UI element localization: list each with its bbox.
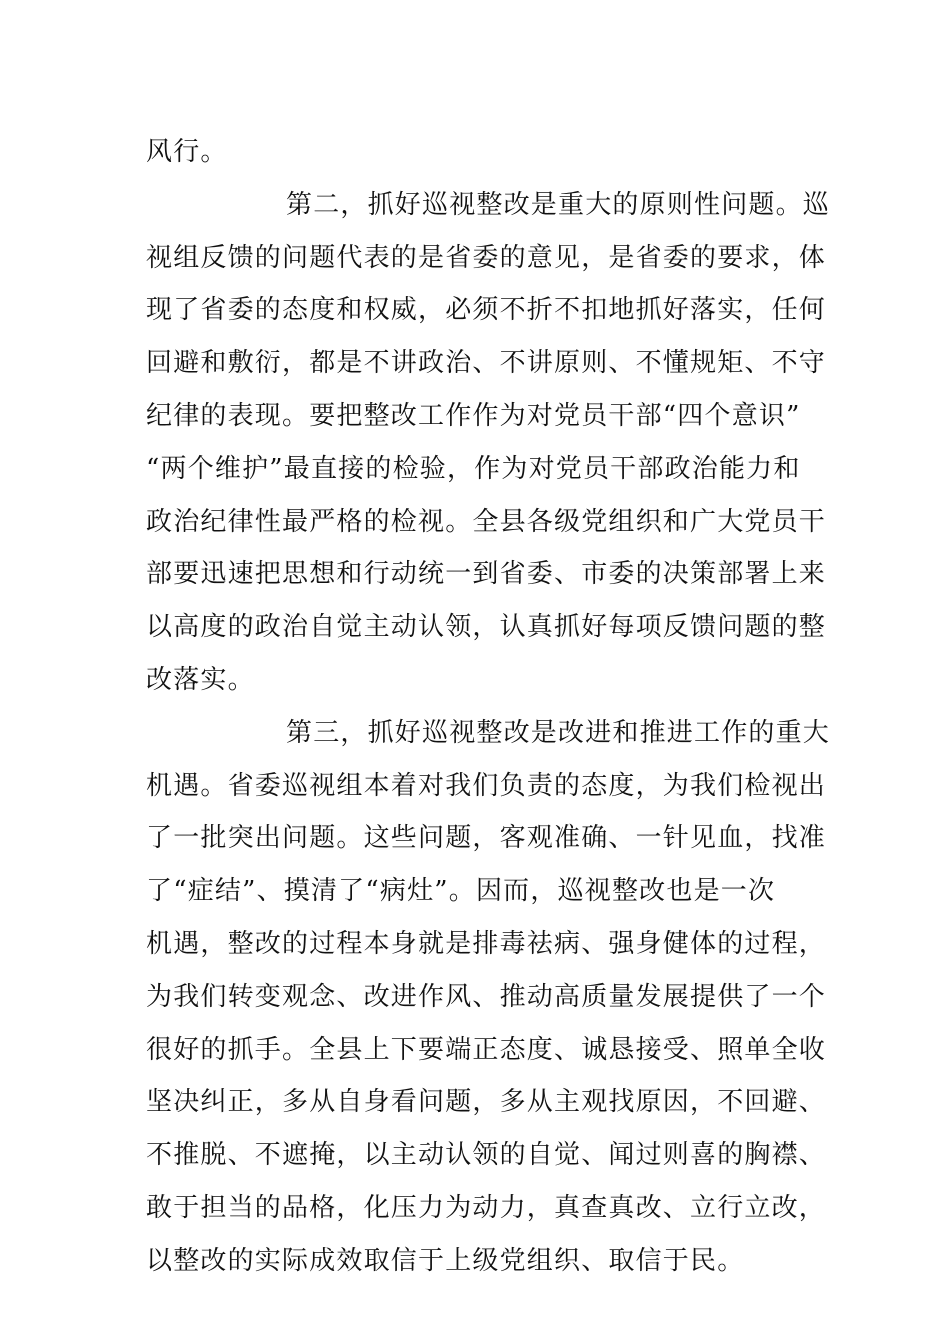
text-line: 现了省委的态度和权威，必须不折不扣地抓好落实，任何 <box>146 295 827 326</box>
text-line: 为我们转变观念、改进作风、推动高质量发展提供了一个 <box>146 981 827 1012</box>
text-line: 机遇，整改的过程本身就是排毒祛病、强身健体的过程， <box>146 928 827 959</box>
text-line: 了一批突出问题。这些问题，客观准确、一针见血，找准 <box>146 823 827 854</box>
paragraph-2-first-line: 第二，抓好巡视整改是重大的原则性问题。巡 <box>286 189 831 220</box>
text-line: 视组反馈的问题代表的是省委的意见，是省委的要求，体 <box>146 242 827 273</box>
text-line: “两个维护”最直接的检验，作为对党员干部政治能力和 <box>146 453 801 484</box>
text-line: 机遇。省委巡视组本着对我们负责的态度，为我们检视出 <box>146 770 827 801</box>
text-line: 回避和敷衍，都是不讲政治、不讲原则、不懂规矩、不守 <box>146 348 827 379</box>
text-line: 以整改的实际成效取信于上级党组织、取信于民。 <box>146 1245 745 1276</box>
text-line: 敢于担当的品格，化压力为动力，真查真改、立行立改， <box>146 1192 827 1223</box>
text-line: 改落实。 <box>146 664 255 695</box>
text-line: 了“症结”、摸清了“病灶”。因而，巡视整改也是一次 <box>146 876 776 907</box>
document-body <box>146 126 831 1288</box>
text-line: 很好的抓手。全县上下要端正态度、诚恳接受、照单全收 <box>146 1034 827 1065</box>
paragraph-3-first-line: 第三，抓好巡视整改是改进和推进工作的重大 <box>286 717 831 748</box>
text-line: 政治纪律性最严格的检视。全县各级党组织和广大党员干 <box>146 506 827 537</box>
text-line: 不推脱、不遮掩，以主动认领的自觉、闻过则喜的胸襟、 <box>146 1140 827 1171</box>
text-line: 纪律的表现。要把整改工作作为对党员干部“四个意识” <box>146 400 801 431</box>
text-line: 坚决纠正，多从自身看问题，多从主观找原因，不回避、 <box>146 1087 827 1118</box>
text-line: 部要迅速把思想和行动统一到省委、市委的决策部署上来 <box>146 559 827 590</box>
text-line: 风行。 <box>146 137 228 167</box>
text-line: 以高度的政治自觉主动认领，认真抓好每项反馈问题的整 <box>146 612 827 643</box>
